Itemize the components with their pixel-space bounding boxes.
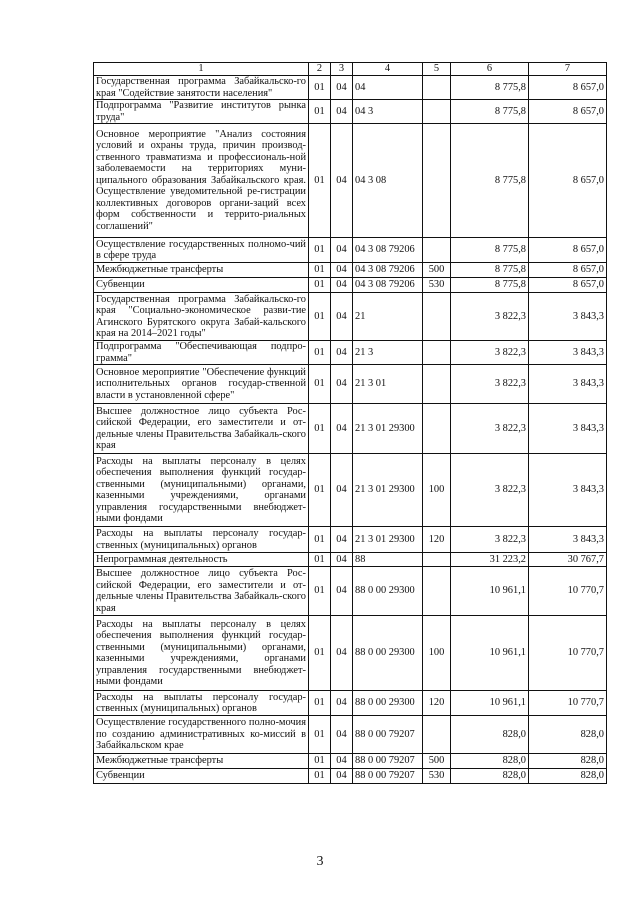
expense-type-cell: 120 bbox=[423, 527, 451, 553]
target-article-cell: 21 3 01 29300 bbox=[353, 454, 423, 527]
amount-year1-cell: 31 223,2 bbox=[451, 553, 529, 567]
amount-year1-cell: 3 822,3 bbox=[451, 527, 529, 553]
table-row bbox=[94, 100, 607, 124]
row-name-cell: Расходы на выплаты персоналу государ-ственных (муниципальных) органов bbox=[94, 691, 309, 716]
row-name-cell: Основное мероприятие "Обеспечение функций исполнительных органов государ-ственной власти в установленной сфере" bbox=[94, 365, 309, 404]
table-body bbox=[94, 76, 607, 784]
amount-year2-cell: 3 843,3 bbox=[529, 454, 607, 527]
target-article-cell: 21 3 bbox=[353, 341, 423, 365]
subsection-code-cell: 04 bbox=[331, 238, 353, 263]
table-row bbox=[94, 124, 607, 238]
row-name-cell: Расходы на выплаты персоналу в целях обеспечения выполнения функций государ-ственными (муниципальными) органами, казенными учреждениями, органами управления государственными внебюджет-ными фондами bbox=[94, 616, 309, 691]
amount-year1-cell: 8 775,8 bbox=[451, 278, 529, 293]
target-article-cell: 88 0 00 79207 bbox=[353, 754, 423, 769]
section-code-cell: 01 bbox=[309, 278, 331, 293]
subsection-code-cell: 04 bbox=[331, 100, 353, 124]
subsection-code-cell: 04 bbox=[331, 263, 353, 278]
amount-year2-cell: 8 657,0 bbox=[529, 278, 607, 293]
section-code-cell: 01 bbox=[309, 124, 331, 238]
section-code-cell: 01 bbox=[309, 691, 331, 716]
row-name-cell: Субвенции bbox=[94, 278, 309, 293]
row-name-cell: Государственная программа Забайкальско-го края "Социально-экономическое разви-тие Агинского Бурятского округа Забай-кальского края на 2014–2021 годы" bbox=[94, 293, 309, 341]
row-name-cell: Высшее должностное лицо субъекта Рос-сийской Федерации, его заместители и от-дельные члены Правительства Забайкаль-ского края bbox=[94, 404, 309, 454]
expense-type-cell bbox=[423, 716, 451, 754]
amount-year2-cell: 3 843,3 bbox=[529, 293, 607, 341]
target-article-cell: 21 3 01 29300 bbox=[353, 404, 423, 454]
expense-type-cell: 500 bbox=[423, 754, 451, 769]
table-row bbox=[94, 716, 607, 754]
amount-year2-cell: 8 657,0 bbox=[529, 238, 607, 263]
table-row bbox=[94, 341, 607, 365]
expense-type-cell: 530 bbox=[423, 278, 451, 293]
row-name-cell: Осуществление государственных полномо-чий в сфере труда bbox=[94, 238, 309, 263]
table-row bbox=[94, 278, 607, 293]
table-row bbox=[94, 691, 607, 716]
expense-type-cell: 500 bbox=[423, 263, 451, 278]
table-row bbox=[94, 567, 607, 616]
subsection-code-cell: 04 bbox=[331, 404, 353, 454]
amount-year2-cell: 8 657,0 bbox=[529, 100, 607, 124]
target-article-cell: 88 0 00 79207 bbox=[353, 716, 423, 754]
section-code-cell: 01 bbox=[309, 553, 331, 567]
amount-year2-cell: 828,0 bbox=[529, 716, 607, 754]
amount-year1-cell: 3 822,3 bbox=[451, 365, 529, 404]
table-row bbox=[94, 454, 607, 527]
row-name-cell: Расходы на выплаты персоналу в целях обеспечения выполнения функций государ-ственными (муниципальными) органами, казенными учреждениями, органами управления государственными внебюджет-ными фондами bbox=[94, 454, 309, 527]
subsection-code-cell: 04 bbox=[331, 553, 353, 567]
target-article-cell: 04 3 08 79206 bbox=[353, 263, 423, 278]
row-name-cell: Подпрограмма "Обеспечивающая подпро-грамма" bbox=[94, 341, 309, 365]
amount-year2-cell: 3 843,3 bbox=[529, 527, 607, 553]
amount-year1-cell: 10 961,1 bbox=[451, 691, 529, 716]
amount-year2-cell: 30 767,7 bbox=[529, 553, 607, 567]
expense-type-cell bbox=[423, 341, 451, 365]
section-code-cell: 01 bbox=[309, 76, 331, 100]
amount-year1-cell: 828,0 bbox=[451, 716, 529, 754]
target-article-cell: 21 bbox=[353, 293, 423, 341]
table-row bbox=[94, 754, 607, 769]
target-article-cell: 21 3 01 29300 bbox=[353, 527, 423, 553]
section-code-cell: 01 bbox=[309, 341, 331, 365]
section-code-cell: 01 bbox=[309, 567, 331, 616]
row-name-cell: Основное мероприятие "Анализ состояния условий и охраны труда, причин производ-ственного травматизма и профессиональ-ной заболеваемости на территориях муни-ципального образования Забайкальского края. Осуществление уведомительной ре-гистрации коллективных договоров органи-заций всех форм собственности и террито-риальных соглашений" bbox=[94, 124, 309, 238]
section-code-cell: 01 bbox=[309, 616, 331, 691]
expense-type-cell: 100 bbox=[423, 616, 451, 691]
amount-year2-cell: 8 657,0 bbox=[529, 263, 607, 278]
row-name-cell: Субвенции bbox=[94, 769, 309, 784]
table-row bbox=[94, 769, 607, 784]
amount-year2-cell: 828,0 bbox=[529, 769, 607, 784]
amount-year2-cell: 3 843,3 bbox=[529, 341, 607, 365]
row-name-cell: Расходы на выплаты персоналу государ-ственных (муниципальных) органов bbox=[94, 527, 309, 553]
table-row bbox=[94, 76, 607, 100]
amount-year2-cell: 8 657,0 bbox=[529, 124, 607, 238]
budget-table bbox=[93, 62, 607, 784]
column-header: 6 bbox=[451, 63, 529, 76]
target-article-cell: 04 3 08 79206 bbox=[353, 278, 423, 293]
column-header: 1 bbox=[94, 63, 309, 76]
column-header: 7 bbox=[529, 63, 607, 76]
row-name-cell: Высшее должностное лицо субъекта Рос-сийской Федерации, его заместители и от-дельные члены Правительства Забайкаль-ского края bbox=[94, 567, 309, 616]
target-article-cell: 04 3 08 79206 bbox=[353, 238, 423, 263]
section-code-cell: 01 bbox=[309, 716, 331, 754]
subsection-code-cell: 04 bbox=[331, 769, 353, 784]
section-code-cell: 01 bbox=[309, 100, 331, 124]
amount-year2-cell: 8 657,0 bbox=[529, 76, 607, 100]
column-header: 3 bbox=[331, 63, 353, 76]
row-name-cell: Межбюджетные трансферты bbox=[94, 263, 309, 278]
amount-year2-cell: 10 770,7 bbox=[529, 616, 607, 691]
section-code-cell: 01 bbox=[309, 238, 331, 263]
expense-type-cell bbox=[423, 567, 451, 616]
row-name-cell: Межбюджетные трансферты bbox=[94, 754, 309, 769]
page-number: 3 bbox=[316, 854, 324, 869]
section-code-cell: 01 bbox=[309, 454, 331, 527]
table-row bbox=[94, 527, 607, 553]
table-row bbox=[94, 365, 607, 404]
amount-year2-cell: 10 770,7 bbox=[529, 567, 607, 616]
row-name-cell: Осуществление государственного полно-мочия по созданию административных ко-миссий в Забайкальском крае bbox=[94, 716, 309, 754]
target-article-cell: 88 0 00 29300 bbox=[353, 567, 423, 616]
subsection-code-cell: 04 bbox=[331, 716, 353, 754]
subsection-code-cell: 04 bbox=[331, 754, 353, 769]
table-row bbox=[94, 404, 607, 454]
amount-year1-cell: 8 775,8 bbox=[451, 238, 529, 263]
target-article-cell: 88 0 00 29300 bbox=[353, 616, 423, 691]
row-name-cell: Непрограммная деятельность bbox=[94, 553, 309, 567]
expense-type-cell: 530 bbox=[423, 769, 451, 784]
amount-year1-cell: 8 775,8 bbox=[451, 124, 529, 238]
amount-year2-cell: 3 843,3 bbox=[529, 404, 607, 454]
table-row bbox=[94, 293, 607, 341]
target-article-cell: 88 0 00 79207 bbox=[353, 769, 423, 784]
target-article-cell: 04 3 08 bbox=[353, 124, 423, 238]
amount-year1-cell: 10 961,1 bbox=[451, 567, 529, 616]
section-code-cell: 01 bbox=[309, 754, 331, 769]
expense-type-cell: 100 bbox=[423, 454, 451, 527]
subsection-code-cell: 04 bbox=[331, 293, 353, 341]
subsection-code-cell: 04 bbox=[331, 124, 353, 238]
table-row bbox=[94, 553, 607, 567]
target-article-cell: 04 3 bbox=[353, 100, 423, 124]
row-name-cell: Государственная программа Забайкальско-го края "Содействие занятости населения" bbox=[94, 76, 309, 100]
table-row bbox=[94, 238, 607, 263]
table-row bbox=[94, 263, 607, 278]
target-article-cell: 21 3 01 bbox=[353, 365, 423, 404]
column-header: 4 bbox=[353, 63, 423, 76]
expense-type-cell bbox=[423, 124, 451, 238]
section-code-cell: 01 bbox=[309, 527, 331, 553]
subsection-code-cell: 04 bbox=[331, 616, 353, 691]
header-row bbox=[94, 63, 607, 76]
expense-type-cell bbox=[423, 100, 451, 124]
row-name-cell: Подпрограмма "Развитие институтов рынка труда" bbox=[94, 100, 309, 124]
expense-type-cell bbox=[423, 238, 451, 263]
section-code-cell: 01 bbox=[309, 263, 331, 278]
expense-type-cell bbox=[423, 76, 451, 100]
target-article-cell: 04 bbox=[353, 76, 423, 100]
subsection-code-cell: 04 bbox=[331, 454, 353, 527]
subsection-code-cell: 04 bbox=[331, 527, 353, 553]
expense-type-cell bbox=[423, 365, 451, 404]
section-code-cell: 01 bbox=[309, 365, 331, 404]
expense-type-cell bbox=[423, 553, 451, 567]
target-article-cell: 88 0 00 29300 bbox=[353, 691, 423, 716]
expense-type-cell bbox=[423, 293, 451, 341]
expense-type-cell bbox=[423, 404, 451, 454]
column-header: 5 bbox=[423, 63, 451, 76]
amount-year1-cell: 3 822,3 bbox=[451, 293, 529, 341]
section-code-cell: 01 bbox=[309, 769, 331, 784]
section-code-cell: 01 bbox=[309, 293, 331, 341]
subsection-code-cell: 04 bbox=[331, 341, 353, 365]
section-code-cell: 01 bbox=[309, 404, 331, 454]
amount-year2-cell: 828,0 bbox=[529, 754, 607, 769]
amount-year1-cell: 3 822,3 bbox=[451, 404, 529, 454]
table-row bbox=[94, 616, 607, 691]
amount-year1-cell: 8 775,8 bbox=[451, 263, 529, 278]
amount-year1-cell: 3 822,3 bbox=[451, 341, 529, 365]
amount-year1-cell: 3 822,3 bbox=[451, 454, 529, 527]
amount-year1-cell: 10 961,1 bbox=[451, 616, 529, 691]
subsection-code-cell: 04 bbox=[331, 691, 353, 716]
subsection-code-cell: 04 bbox=[331, 76, 353, 100]
target-article-cell: 88 bbox=[353, 553, 423, 567]
amount-year1-cell: 8 775,8 bbox=[451, 100, 529, 124]
amount-year1-cell: 828,0 bbox=[451, 754, 529, 769]
amount-year2-cell: 10 770,7 bbox=[529, 691, 607, 716]
amount-year1-cell: 8 775,8 bbox=[451, 76, 529, 100]
subsection-code-cell: 04 bbox=[331, 567, 353, 616]
expense-type-cell: 120 bbox=[423, 691, 451, 716]
amount-year2-cell: 3 843,3 bbox=[529, 365, 607, 404]
subsection-code-cell: 04 bbox=[331, 278, 353, 293]
amount-year1-cell: 828,0 bbox=[451, 769, 529, 784]
subsection-code-cell: 04 bbox=[331, 365, 353, 404]
column-header: 2 bbox=[309, 63, 331, 76]
